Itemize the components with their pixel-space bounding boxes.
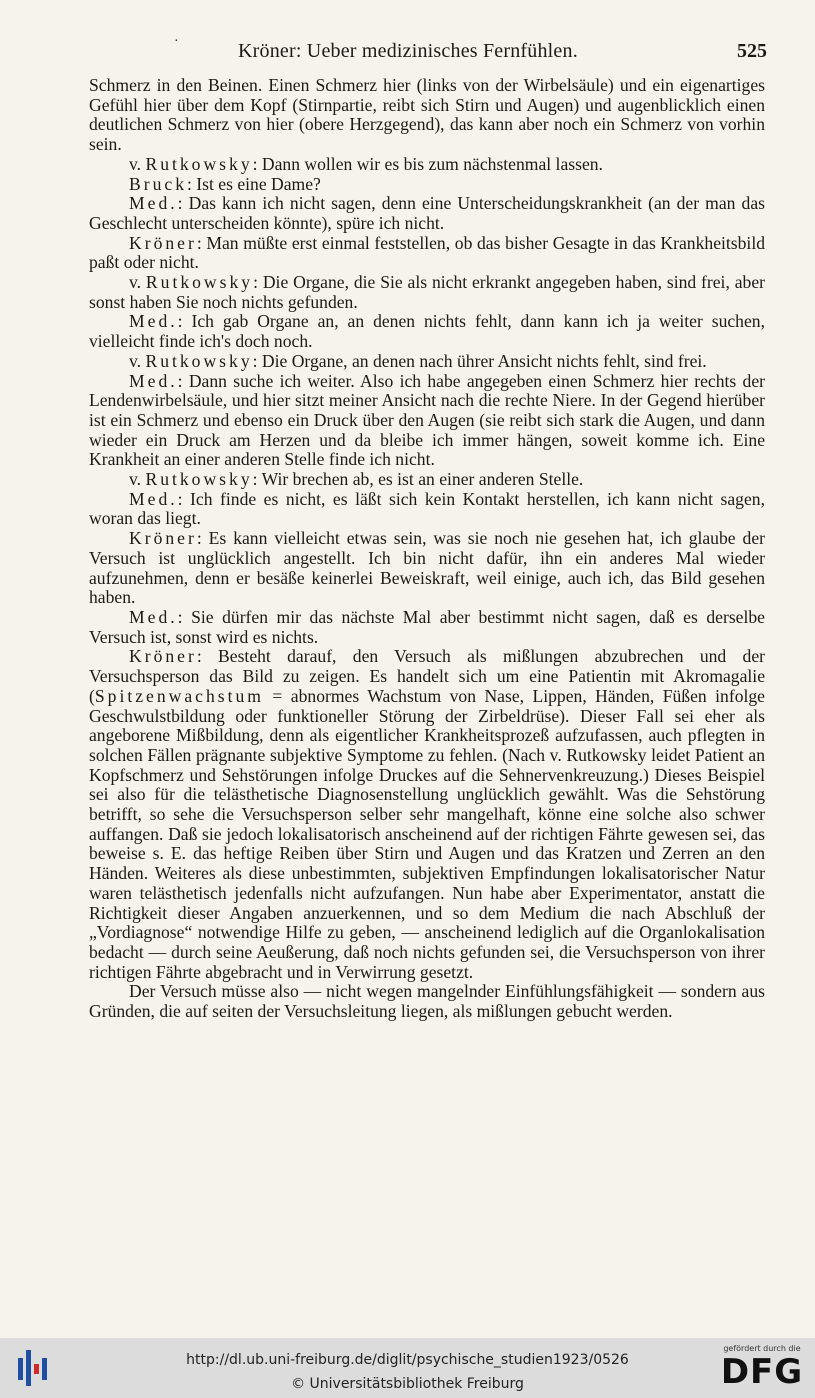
page-header (90, 34, 767, 68)
paragraph-text: : Ich finde es nicht, es läßt sich kein Kontakt herstellen, ich kann nicht sagen, woran das liegt. (89, 488, 765, 529)
paragraph (89, 352, 765, 372)
paragraph-text: v. (129, 272, 146, 293)
paragraph-text: : Besteht darauf, den Versuch als mißlungen abzubrechen und der Versuchsperson das Bild zu zeigen. Es handelt sich um eine Patientin mit Akromagalie ( (89, 646, 765, 706)
paragraph (89, 529, 765, 608)
speaker-name: Rutkowsky (145, 350, 253, 371)
paragraph-text: : Ist es eine Dame? (187, 173, 321, 194)
paragraph-text: : Das kann ich nicht sagen, denn eine Unterscheidungskrankheit (an der man das Geschlecht unterscheiden könnte), spüre ich nicht. (89, 193, 765, 233)
paragraph-text: : Sie dürfen mir das nächste Mal aber bestimmt nicht sagen, daß es derselbe Versuch ist, sonst wird es nichts. (89, 606, 765, 647)
paragraph (89, 490, 765, 529)
paragraph (89, 194, 765, 233)
speaker-name: Kröner (129, 528, 197, 549)
paragraph-text: v. (129, 469, 146, 490)
paragraph-text: : Die Organe, an denen nach ührer Ansicht nichts fehlt, sind frei. (252, 350, 707, 371)
paragraph-text: : Dann suche ich weiter. Also ich habe angegeben einen Schmerz hier rechts der Lendenwirbelsäule, und hier sitzt meiner Ansicht nach die rechte Niere. In der Gegend hierüber ist ein Schmerz und ebenso ein Druck über den Augen (sie reibt sich stark die Augen, und dann wieder ein Druck am Herzen und da bleibe ich immer hängen, soweit komme ich. Eine Krankheit an einer anderen Stelle finde ich nicht. (89, 370, 765, 470)
speaker-name: Rutkowsky (145, 469, 253, 490)
dfg-logo (716, 1344, 808, 1392)
paragraph-text: v. (129, 153, 146, 174)
paragraph-text: Schmerz in den Beinen. Einen Schmerz hier (links von der Wirbelsäule) und ein eigenartiges Gefühl hier über dem Kopf (Stirnpartie, reibt sich Stirn und Augen) und augenblicklich einen deutlichen Schmerz von hier (obere Herzgegend), das kann aber noch ein Schmerz von vorhin sein. (89, 75, 765, 155)
paragraph-text: : Es kann vielleicht etwas sein, was sie noch nie gesehen hat, ich glaube der Versuch ist unglücklich angestellt. Ich bin nicht dafür, ihn ein anderes Mal wieder aufzunehmen, denn er besäße keinerlei Beweiskraft, weil einige, auch ich, das Bild gesehen haben. (89, 528, 765, 608)
paragraph-text: : Man müßte erst einmal feststellen, ob das bisher Gesagte in das Krankheitsbild paßt oder nicht. (89, 232, 765, 273)
paragraph (89, 470, 765, 490)
speaker-name: Kröner (129, 646, 197, 667)
paragraph (89, 175, 765, 195)
speaker-name: Med. (129, 193, 178, 214)
paragraph (89, 76, 765, 155)
paragraph (89, 155, 765, 175)
speaker-name: Rutkowsky (145, 153, 253, 174)
body-text (89, 76, 765, 1022)
running-title: Kröner: Ueber medizinisches Fernfühlen. (238, 40, 578, 62)
copyright-notice: © Universitätsbibliothek Freiburg (291, 1376, 524, 1392)
paragraph (89, 372, 765, 471)
paragraph (89, 608, 765, 647)
speaker-name: Med. (129, 488, 178, 509)
sponsor-caption: gefördert durch die (723, 1344, 801, 1353)
page-number: 525 (737, 40, 767, 62)
permalink-url[interactable]: http://dl.ub.uni-freiburg.de/diglit/psychische_studien1923/0526 (186, 1352, 629, 1368)
paragraph-text: v. (129, 350, 146, 371)
speaker-name: Med. (129, 370, 178, 391)
speaker-name: Spitzenwachstum (94, 685, 264, 706)
viewer-footer (0, 1338, 815, 1398)
paragraph-text: : Wir brechen ab, es ist an einer anderen Stelle. (252, 469, 584, 490)
speaker-name: Med. (129, 311, 178, 332)
speaker-name: Med. (129, 606, 178, 627)
paragraph-text: = abnormes Wachstum von Nase, Lippen, Händen, Füßen infolge Geschwulstbildung oder funktioneller Störung der Zirbeldrüse). Dieser Fall sei eher als angeborene Mißbildung, denn als eigentlicher Krankheitsprozeß aufzufassen, auch pflegten in solchen Fällen prägnante subjektive Symptome zu fehlen. (Nach v. Rutkowsky leidet Patient an Kopfschmerz und Sehstörungen infolge Druckes auf die Sehnervenkreuzung.) Dieses Beispiel sei also für die telästhetische Diagnosenstellung unglücklich gewählt. Was die Sehstörung betrifft, so sehe die Versuchsperson selber sehr mangelhaft, könne eine solche also schwer auffangen. Daß sie jedoch lokalisatorisch anscheinend auf der richtigen Fährte gewesen sei, das beweise s. E. das heftige Reiben über Stirn und Augen und das Kratzen und Zerren an den Händen. Weiteres als diese unbestimmten, subjektiven Empfindungen lokalisatorischer Natur waren telästhetisch jedenfalls nicht aufzufangen. Nun habe aber Experimentator, anstatt die Richtigkeit dieser Angaben anzuerkennen, und so dem Medium die nach Abschluß der „Vordiagnose“ notwendige Hilfe zu geben, — anscheinend lediglich auf die Organlokalisation bedacht — durch seine Aeußerung, daß noch nichts gefunden sei, die Versuchsperson von ihrer richtigen Fährte abgebracht und in Verwirrung gesetzt. (89, 685, 765, 982)
speck-mark: · (174, 34, 179, 49)
paragraph (89, 273, 765, 312)
paragraph (89, 982, 765, 1021)
paragraph (89, 312, 765, 351)
paragraph-text: Der Versuch müsse also — nicht wegen mangelnder Einfühlungsfähigkeit — sondern aus Gründen, die auf seiten der Versuchsleitung liegen, als mißlungen gebucht werden. (89, 981, 765, 1022)
speaker-name: Kröner (129, 232, 197, 253)
speaker-name: Bruck (129, 173, 187, 194)
paragraph (89, 234, 765, 273)
paragraph-text: : Ich gab Organe an, an denen nichts fehlt, dann kann ich ja weiter suchen, vielleicht finde ich's doch noch. (89, 311, 765, 352)
paragraph-text: : Die Organe, die Sie als nicht erkrankt angegeben haben, sind frei, aber sonst haben Sie noch nichts gefunden. (89, 272, 765, 312)
paragraph (89, 647, 765, 982)
dfg-logo-text: DFG (720, 1352, 804, 1392)
speaker-name: Rutkowsky (145, 272, 254, 293)
paragraph-text: : Dann wollen wir es bis zum nächstenmal lassen. (252, 153, 603, 174)
